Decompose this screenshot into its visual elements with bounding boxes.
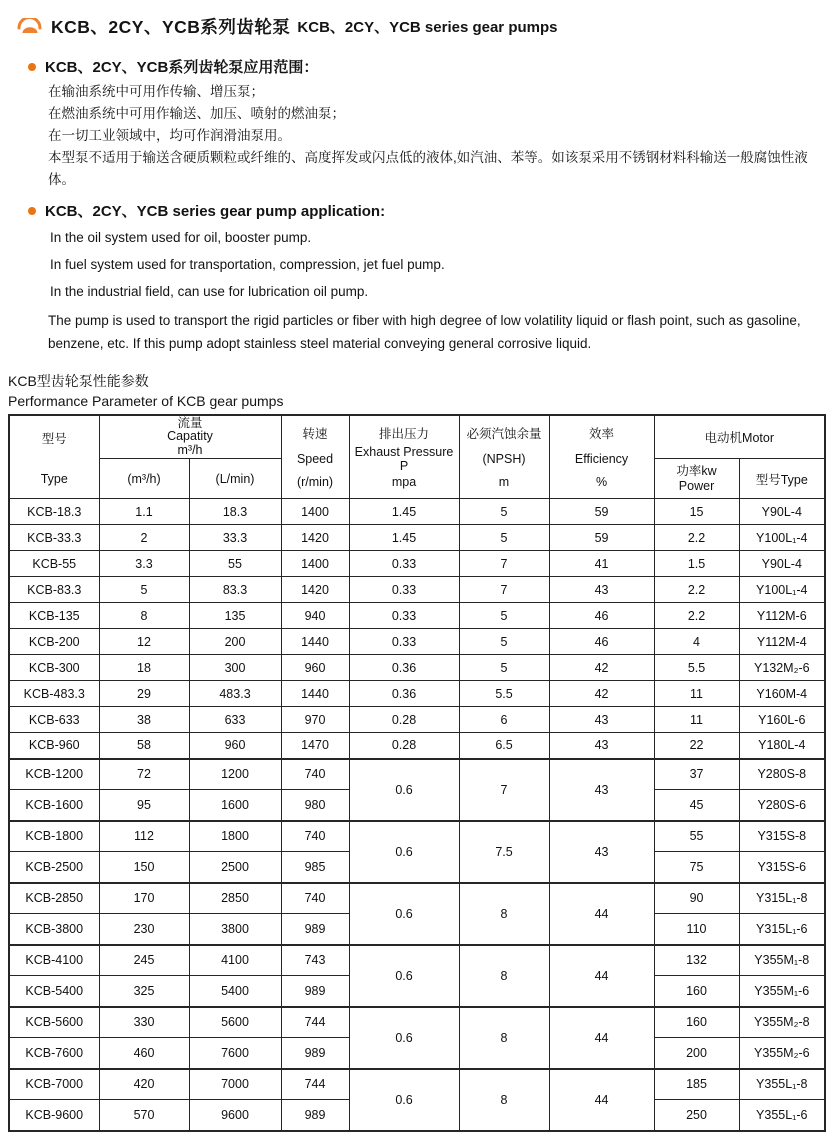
value-cell: 985 bbox=[281, 852, 349, 883]
pump-model-cell: KCB-9600 bbox=[9, 1100, 99, 1131]
value-cell: 325 bbox=[99, 976, 189, 1007]
pump-model-cell: KCB-2500 bbox=[9, 852, 99, 883]
value-cell: 160 bbox=[654, 976, 739, 1007]
value-cell: 75 bbox=[654, 852, 739, 883]
value-cell: 230 bbox=[99, 914, 189, 945]
value-cell: 0.6 bbox=[349, 759, 459, 821]
page-title-zh: KCB、2CY、YCB系列齿轮泵 bbox=[51, 17, 291, 37]
value-cell: 2.2 bbox=[654, 525, 739, 551]
value-cell: 633 bbox=[189, 707, 281, 733]
value-cell: 1.5 bbox=[654, 551, 739, 577]
col-header-pressure bbox=[349, 415, 459, 499]
value-cell: 960 bbox=[189, 733, 281, 759]
pump-model-cell: KCB-18.3 bbox=[9, 499, 99, 525]
value-cell: 18 bbox=[99, 655, 189, 681]
col-header-model-zh: 型号 bbox=[41, 431, 67, 446]
value-cell: 4 bbox=[654, 629, 739, 655]
value-cell: 59 bbox=[549, 499, 654, 525]
value-cell: 33.3 bbox=[189, 525, 281, 551]
value-cell: 6 bbox=[459, 707, 549, 733]
value-cell: 55 bbox=[654, 821, 739, 852]
col-header-speed bbox=[281, 415, 349, 499]
en-line: In fuel system used for transportation, compression, jet fuel pump. bbox=[50, 257, 445, 272]
col-header-speed-unit: (r/min) bbox=[296, 475, 334, 489]
page-title-en: KCB、2CY、YCB series gear pumps bbox=[297, 19, 558, 36]
table-row bbox=[9, 707, 825, 733]
value-cell: Y315S-6 bbox=[739, 852, 825, 883]
pump-model-cell: KCB-7600 bbox=[9, 1038, 99, 1069]
value-cell: 42 bbox=[549, 681, 654, 707]
zh-line: 在一切工业领域中，均可作润滑油泵用。 bbox=[48, 128, 291, 143]
col-header-capacity-zh: 流量 bbox=[177, 415, 203, 430]
value-cell: 5 bbox=[459, 525, 549, 551]
value-cell: 43 bbox=[549, 707, 654, 733]
col-header-efficiency-unit: % bbox=[595, 475, 608, 489]
value-cell: 55 bbox=[189, 551, 281, 577]
value-cell: 1.45 bbox=[349, 525, 459, 551]
value-cell: 744 bbox=[281, 1007, 349, 1038]
value-cell: 245 bbox=[99, 945, 189, 976]
value-cell: 740 bbox=[281, 821, 349, 852]
pump-model-cell: KCB-1600 bbox=[9, 790, 99, 821]
pump-model-cell: KCB-4100 bbox=[9, 945, 99, 976]
value-cell: 989 bbox=[281, 914, 349, 945]
value-cell: Y160L-6 bbox=[739, 707, 825, 733]
value-cell: 15 bbox=[654, 499, 739, 525]
pump-model-cell: KCB-300 bbox=[9, 655, 99, 681]
pump-model-cell: KCB-960 bbox=[9, 733, 99, 759]
value-cell: Y315L₁-6 bbox=[739, 914, 825, 945]
value-cell: 940 bbox=[281, 603, 349, 629]
value-cell: 0.6 bbox=[349, 945, 459, 1007]
pump-model-cell: KCB-1200 bbox=[9, 759, 99, 790]
value-cell: Y315S-8 bbox=[739, 821, 825, 852]
value-cell: 150 bbox=[99, 852, 189, 883]
value-cell: Y355L₁-6 bbox=[739, 1100, 825, 1131]
value-cell: 1420 bbox=[281, 525, 349, 551]
application-zh-body bbox=[48, 81, 824, 191]
value-cell: 0.6 bbox=[349, 1007, 459, 1069]
value-cell: Y90L-4 bbox=[739, 551, 825, 577]
value-cell: Y100L₁-4 bbox=[739, 525, 825, 551]
value-cell: 46 bbox=[549, 603, 654, 629]
value-cell: 45 bbox=[654, 790, 739, 821]
value-cell: 41 bbox=[549, 551, 654, 577]
value-cell: 72 bbox=[99, 759, 189, 790]
pump-model-cell: KCB-7000 bbox=[9, 1069, 99, 1100]
value-cell: 0.33 bbox=[349, 577, 459, 603]
value-cell: 0.33 bbox=[349, 603, 459, 629]
value-cell: 43 bbox=[549, 759, 654, 821]
col-header-speed-en: Speed bbox=[296, 451, 334, 466]
value-cell: 1.1 bbox=[99, 499, 189, 525]
col-header-pressure-zh: 排出压力 bbox=[379, 427, 430, 441]
value-cell: 0.33 bbox=[349, 629, 459, 655]
value-cell: 740 bbox=[281, 759, 349, 790]
col-header-model-en: Type bbox=[40, 471, 68, 486]
value-cell: 2.2 bbox=[654, 577, 739, 603]
value-cell: 44 bbox=[549, 1069, 654, 1131]
value-cell: 200 bbox=[654, 1038, 739, 1069]
value-cell: 7 bbox=[459, 577, 549, 603]
value-cell: Y315L₁-8 bbox=[739, 883, 825, 914]
col-header-capacity bbox=[99, 415, 281, 459]
col-header-npsh bbox=[459, 415, 549, 499]
table-row bbox=[9, 733, 825, 759]
col-header-capacity-en: Capatity bbox=[167, 429, 213, 444]
pump-model-cell: KCB-135 bbox=[9, 603, 99, 629]
table-row bbox=[9, 681, 825, 707]
value-cell: 5600 bbox=[189, 1007, 281, 1038]
value-cell: Y355M₂-8 bbox=[739, 1007, 825, 1038]
value-cell: 2 bbox=[99, 525, 189, 551]
en-line: In the industrial field, can use for lubrication oil pump. bbox=[50, 284, 369, 299]
col-header-npsh-zh: 必须汽蚀余量 bbox=[466, 427, 542, 441]
table-row bbox=[9, 525, 825, 551]
page-title bbox=[16, 14, 824, 39]
table-row bbox=[9, 1069, 825, 1100]
value-cell: 7 bbox=[459, 551, 549, 577]
col-header-efficiency-en: Efficiency bbox=[574, 451, 629, 466]
table-row bbox=[9, 945, 825, 976]
table-row bbox=[9, 821, 825, 852]
application-en-body bbox=[50, 226, 824, 303]
value-cell: 90 bbox=[654, 883, 739, 914]
en-line: In the oil system used for oil, booster pump. bbox=[50, 230, 312, 245]
pump-model-cell: KCB-483.3 bbox=[9, 681, 99, 707]
value-cell: 22 bbox=[654, 733, 739, 759]
value-cell: 743 bbox=[281, 945, 349, 976]
value-cell: 59 bbox=[549, 525, 654, 551]
value-cell: 744 bbox=[281, 1069, 349, 1100]
col-header-speed-zh: 转速 bbox=[302, 427, 328, 441]
bullet-icon bbox=[28, 63, 36, 71]
value-cell: 18.3 bbox=[189, 499, 281, 525]
value-cell: 300 bbox=[189, 655, 281, 681]
value-cell: 1420 bbox=[281, 577, 349, 603]
value-cell: 5 bbox=[459, 499, 549, 525]
pump-model-cell: KCB-2850 bbox=[9, 883, 99, 914]
value-cell: 7000 bbox=[189, 1069, 281, 1100]
value-cell: 11 bbox=[654, 707, 739, 733]
col-header-npsh-unit: m bbox=[498, 475, 510, 489]
value-cell: 0.6 bbox=[349, 883, 459, 945]
value-cell: Y355L₁-8 bbox=[739, 1069, 825, 1100]
value-cell: 420 bbox=[99, 1069, 189, 1100]
table-title-en: Performance Parameter of KCB gear pumps bbox=[8, 393, 284, 409]
value-cell: 989 bbox=[281, 976, 349, 1007]
arc-pump-logo-icon bbox=[16, 18, 43, 35]
table-row bbox=[9, 499, 825, 525]
value-cell: 0.33 bbox=[349, 551, 459, 577]
col-header-npsh-en: (NPSH) bbox=[482, 451, 526, 466]
value-cell: 44 bbox=[549, 945, 654, 1007]
value-cell: 7600 bbox=[189, 1038, 281, 1069]
en-paragraph: The pump is used to transport the rigid particles or fiber with high degree of low volatility liquid or flash point, such as gasoline, benzene, etc. If this pump adopt stainless steel material conveying general corrosive liquid. bbox=[48, 313, 801, 351]
table-row bbox=[9, 1007, 825, 1038]
value-cell: 0.6 bbox=[349, 821, 459, 883]
value-cell: 8 bbox=[459, 945, 549, 1007]
table-row bbox=[9, 603, 825, 629]
value-cell: Y355M₁-8 bbox=[739, 945, 825, 976]
value-cell: 8 bbox=[459, 1069, 549, 1131]
col-header-efficiency bbox=[549, 415, 654, 499]
value-cell: 8 bbox=[99, 603, 189, 629]
col-header-power-en: Power bbox=[678, 478, 715, 493]
pump-model-cell: KCB-55 bbox=[9, 551, 99, 577]
value-cell: Y355M₁-6 bbox=[739, 976, 825, 1007]
value-cell: 570 bbox=[99, 1100, 189, 1131]
value-cell: Y100L₁-4 bbox=[739, 577, 825, 603]
value-cell: 740 bbox=[281, 883, 349, 914]
value-cell: 5400 bbox=[189, 976, 281, 1007]
value-cell: 970 bbox=[281, 707, 349, 733]
value-cell: 2.2 bbox=[654, 603, 739, 629]
col-header-lmin: (L/min) bbox=[189, 459, 281, 499]
value-cell: 43 bbox=[549, 821, 654, 883]
zh-paragraph: 本型泵不适用于输送含硬质颗粒或纤维的、高度挥发或闪点低的液体,如汽油、苯等。如该泵采用不锈钢材料科输送一般腐蚀性液体。 bbox=[48, 150, 808, 187]
col-header-capacity-unit: m³/h bbox=[177, 442, 203, 457]
table-title-zh: KCB型齿轮泵性能参数 bbox=[8, 373, 149, 389]
value-cell: 135 bbox=[189, 603, 281, 629]
value-cell: 95 bbox=[99, 790, 189, 821]
value-cell: 1440 bbox=[281, 629, 349, 655]
performance-table-body bbox=[9, 499, 825, 1131]
zh-line: 在输油系统中可用作传输、增压泵； bbox=[48, 84, 264, 99]
value-cell: 5 bbox=[99, 577, 189, 603]
value-cell: Y160M-4 bbox=[739, 681, 825, 707]
value-cell: Y180L-4 bbox=[739, 733, 825, 759]
pump-model-cell: KCB-3800 bbox=[9, 914, 99, 945]
value-cell: 6.5 bbox=[459, 733, 549, 759]
col-header-pressure-en: Exhaust Pressure P bbox=[354, 444, 454, 473]
value-cell: 11 bbox=[654, 681, 739, 707]
value-cell: 110 bbox=[654, 914, 739, 945]
value-cell: 12 bbox=[99, 629, 189, 655]
pump-model-cell: KCB-633 bbox=[9, 707, 99, 733]
value-cell: 58 bbox=[99, 733, 189, 759]
value-cell: 330 bbox=[99, 1007, 189, 1038]
value-cell: 5 bbox=[459, 655, 549, 681]
col-header-efficiency-zh: 效率 bbox=[589, 427, 615, 441]
col-header-pressure-unit: mpa bbox=[391, 475, 417, 489]
value-cell: 1600 bbox=[189, 790, 281, 821]
value-cell: 185 bbox=[654, 1069, 739, 1100]
value-cell: 2850 bbox=[189, 883, 281, 914]
value-cell: Y280S-8 bbox=[739, 759, 825, 790]
pump-model-cell: KCB-200 bbox=[9, 629, 99, 655]
value-cell: 483.3 bbox=[189, 681, 281, 707]
value-cell: Y280S-6 bbox=[739, 790, 825, 821]
bullet-icon bbox=[28, 207, 36, 215]
value-cell: 7.5 bbox=[459, 821, 549, 883]
value-cell: 37 bbox=[654, 759, 739, 790]
pump-model-cell: KCB-1800 bbox=[9, 821, 99, 852]
value-cell: 5.5 bbox=[654, 655, 739, 681]
value-cell: 0.36 bbox=[349, 681, 459, 707]
value-cell: 44 bbox=[549, 883, 654, 945]
value-cell: 1800 bbox=[189, 821, 281, 852]
value-cell: Y132M₂-6 bbox=[739, 655, 825, 681]
value-cell: 5.5 bbox=[459, 681, 549, 707]
value-cell: 5 bbox=[459, 629, 549, 655]
value-cell: Y90L-4 bbox=[739, 499, 825, 525]
value-cell: 83.3 bbox=[189, 577, 281, 603]
value-cell: 989 bbox=[281, 1038, 349, 1069]
pump-model-cell: KCB-5400 bbox=[9, 976, 99, 1007]
performance-table bbox=[8, 414, 826, 1132]
value-cell: 8 bbox=[459, 883, 549, 945]
value-cell: 3.3 bbox=[99, 551, 189, 577]
value-cell: Y112M-4 bbox=[739, 629, 825, 655]
value-cell: 132 bbox=[654, 945, 739, 976]
value-cell: 250 bbox=[654, 1100, 739, 1131]
value-cell: 112 bbox=[99, 821, 189, 852]
value-cell: 1.45 bbox=[349, 499, 459, 525]
value-cell: 989 bbox=[281, 1100, 349, 1131]
table-row bbox=[9, 883, 825, 914]
value-cell: 0.36 bbox=[349, 655, 459, 681]
value-cell: 960 bbox=[281, 655, 349, 681]
value-cell: 1400 bbox=[281, 551, 349, 577]
value-cell: 1470 bbox=[281, 733, 349, 759]
value-cell: 0.28 bbox=[349, 707, 459, 733]
value-cell: 9600 bbox=[189, 1100, 281, 1131]
pump-model-cell: KCB-33.3 bbox=[9, 525, 99, 551]
value-cell: 42 bbox=[549, 655, 654, 681]
value-cell: 0.6 bbox=[349, 1069, 459, 1131]
section-heading-zh-text: KCB、2CY、YCB系列齿轮泵应用范围： bbox=[45, 59, 319, 76]
value-cell: 980 bbox=[281, 790, 349, 821]
pump-model-cell: KCB-5600 bbox=[9, 1007, 99, 1038]
value-cell: 43 bbox=[549, 577, 654, 603]
value-cell: 200 bbox=[189, 629, 281, 655]
value-cell: Y112M-6 bbox=[739, 603, 825, 629]
value-cell: 1440 bbox=[281, 681, 349, 707]
zh-line: 在燃油系统中可用作输送、加压、喷射的燃油泵； bbox=[48, 106, 345, 121]
col-header-motor-type: 型号Type bbox=[739, 459, 825, 499]
col-header-motor: 电动机Motor bbox=[654, 415, 825, 459]
section-heading-en-text: KCB、2CY、YCB series gear pump application: bbox=[45, 203, 386, 220]
table-row bbox=[9, 629, 825, 655]
value-cell: 38 bbox=[99, 707, 189, 733]
col-header-power bbox=[654, 459, 739, 499]
section-heading-zh bbox=[28, 56, 824, 77]
pump-model-cell: KCB-83.3 bbox=[9, 577, 99, 603]
section-heading-en bbox=[28, 200, 824, 221]
value-cell: 5 bbox=[459, 603, 549, 629]
table-row bbox=[9, 655, 825, 681]
value-cell: 43 bbox=[549, 733, 654, 759]
value-cell: 44 bbox=[549, 1007, 654, 1069]
value-cell: 1200 bbox=[189, 759, 281, 790]
value-cell: 2500 bbox=[189, 852, 281, 883]
col-header-m3h: (m³/h) bbox=[99, 459, 189, 499]
value-cell: 170 bbox=[99, 883, 189, 914]
value-cell: 160 bbox=[654, 1007, 739, 1038]
value-cell: 1400 bbox=[281, 499, 349, 525]
value-cell: 460 bbox=[99, 1038, 189, 1069]
col-header-model bbox=[9, 415, 99, 499]
value-cell: Y355M₂-6 bbox=[739, 1038, 825, 1069]
table-row bbox=[9, 551, 825, 577]
value-cell: 3800 bbox=[189, 914, 281, 945]
table-row bbox=[9, 759, 825, 790]
value-cell: 4100 bbox=[189, 945, 281, 976]
value-cell: 29 bbox=[99, 681, 189, 707]
value-cell: 7 bbox=[459, 759, 549, 821]
table-row bbox=[9, 577, 825, 603]
value-cell: 8 bbox=[459, 1007, 549, 1069]
col-header-power-zh: 功率kw bbox=[676, 464, 717, 479]
value-cell: 46 bbox=[549, 629, 654, 655]
value-cell: 0.28 bbox=[349, 733, 459, 759]
